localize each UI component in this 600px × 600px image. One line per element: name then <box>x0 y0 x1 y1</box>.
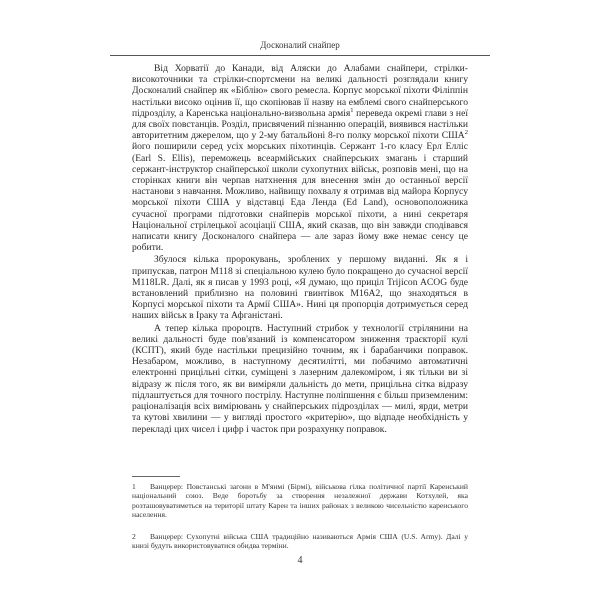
running-header: Досконалий снайпер <box>260 40 340 50</box>
paragraph-1-part-1: Від Хорватії до Канади, від Аляски до Алабами снайпери, стрілки-високоточники та стрілки-спортсмени на великі дальності розглядали книгу Досконалий снайпер як «Біблію» свого ремесла. Корпус морської піхоти Філіппін настільки високо оцінив її, що скопіював її назву на емблемі свого снайперського підрозділу, а Каренська національно-визвольна армія <box>132 63 468 119</box>
paragraph-1-part-3: його поширили серед усіх морських піхотинців. Сержант 1-го класу Ерл Елліс (Earl S. Ellis), переможець всеармійських снайперських змагань і старший сержант-інструктор снайперської школи сухопутних військ, розповів мені, що на сторінках книги він черпав натхнення для внесення змін до останньої версії настанови з навчання. Можливо, найвищу похвалу я отримав від майора Корпусу морської піхоти США у відставці Еда Ленда (Ed Land), основоположника сучасної програми підготовки снайперів морської піхоти, а нині секретаря Національної стрілецької асоціації США, який сказав, що він завжди сподівався написати книгу Досконалого снайпера — але зараз йому вже немає сенсу це робити. <box>132 141 468 254</box>
paragraph-2: Збулося кілька пророкувань, зроблених у першому виданні. Як я і припускав, патрон M118 зі спеціальною кулею було покращено до сучасної версії M118LR. Далі, як я писав у 1993 році, «Я думаю, що приціл Trijicon ACOG буде встановлений приблизно на половині гвинтівок M16A2, що знаходяться в Корпусі морської піхоти та Армії США». Нині ця пропорція дотримується серед наших військ в Іраку та Афганістані. <box>132 254 468 322</box>
paragraph-1-part-2: переведа окремі глави з неї для своїх повстанців. Розділ, присвячений пізнанню операцій, виявився настільки авторитетним джерелом, що у 2-му батальйоні 8-го полку морської піхоти США <box>132 107 468 142</box>
header-rule <box>110 55 490 56</box>
paragraph-1 <box>132 63 468 253</box>
footnote-ref-2[interactable]: 2 <box>464 129 468 137</box>
footnote-2-text: Ванцерер: Сухопутні війська США традиційно називаються Армія США (U.S. Army). Далі у книзі будуть використовуватися обидва терміни. <box>132 531 468 551</box>
footnote-1-number: 1 <box>132 482 136 491</box>
footnotes <box>132 482 468 562</box>
footnote-2-number: 2 <box>132 531 136 541</box>
footnote-2 <box>132 532 468 551</box>
body-text <box>132 63 468 435</box>
footnote-separator <box>132 476 180 477</box>
footnote-1 <box>132 482 468 520</box>
page-number: 4 <box>297 555 303 566</box>
paragraph-3: А тепер кілька пророцтв. Наступний стрибок у технології стрілянини на великі дальності буде пов'язаний із компенсатором зниження траєкторії кулі (КСПТ), який буде настільки прецизійно точним, як і барабанчики поправок. Незабаром, можливо, в наступному десятилітті, ми побачимо автоматичні електронні прицільні сітки, суміщені з лазерним далекоміром, і як тільки ви зі відразу ж після того, як ви виміряли дальність до мети, прицільна сітка відразу підлаштується для точного пострілу. Наступне поліпшення є більш приземленим: раціоналізація всіх вимірювань у снайперських підрозділах — милі, ярди, метри та кутові хвилини — у вигляді простого «критерію», що відпаде необхідність у перекладі цих чисел і цифр і часток при розрахунку поправок. <box>132 322 468 435</box>
footnote-ref-1[interactable]: 1 <box>350 106 354 114</box>
footnote-1-text: Ванцерер: Повстанські загони в М'янмі (Бірмі), військова гілка політичної партії Каренський національний союз. Веде боротьбу за створення незалежної держави Котхулей, яка розташовуватиметься на території штату Карен та інших районах з великою чисельністю каренського населення. <box>132 482 468 520</box>
